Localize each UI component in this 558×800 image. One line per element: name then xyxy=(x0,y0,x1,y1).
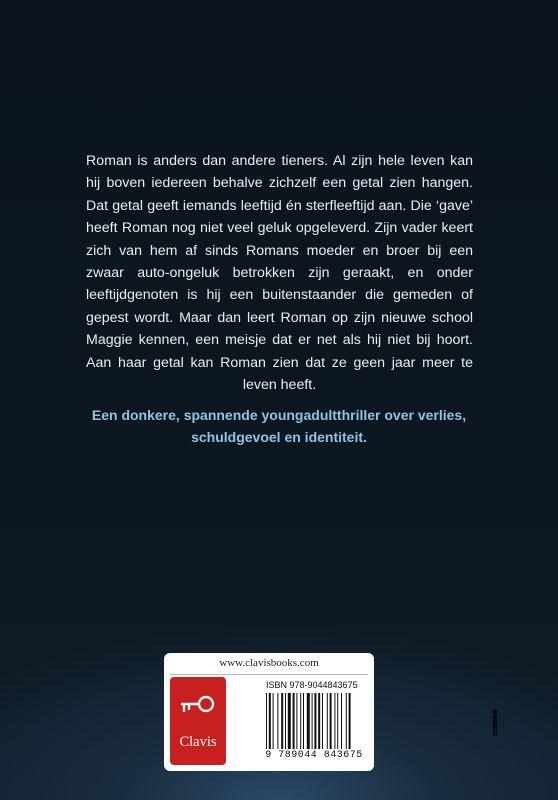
publisher-logo xyxy=(170,677,226,765)
barcode xyxy=(264,693,364,749)
tagline: Een donkere, spannende youngadultthriller over verlies, schuldgevoel en identiteit. xyxy=(91,407,467,445)
blurb-text: Roman is anders dan andere tieners. Al zijn hele leven kan hij boven iedereen behalve zichzelf een getal zien hangen. Dat getal geeft iemands leeftijd én sterfleeftijd aan. Die ‘gave’ heeft Roman nog niet veel geluk opgeleverd. Zijn vader keert zich van hem af sinds Romans moeder en broer bij een zwaar auto-ongeluk betrokken zijn geraakt, en onder leeftijdgenoten is hij een buitenstaander die gemeden of gepest wordt. Maar dan leert Roman op zijn nieuwe school Maggie kennen, een meisje dat er net als hij niet bij hoort. Aan haar getal kan Roman zien dat ze geen jaar meer te leven heeft. xyxy=(86,153,473,394)
barcode-number: 9 789044 843675 xyxy=(265,750,363,761)
silhouette-figure xyxy=(490,708,500,736)
isbn-label: ISBN 978-9044843675 xyxy=(266,680,358,690)
website-url[interactable]: www.clavisbooks.com xyxy=(219,657,319,669)
divider xyxy=(170,674,368,675)
publisher-panel xyxy=(164,653,374,771)
key-icon xyxy=(179,693,217,719)
publisher-name: Clavis xyxy=(179,734,217,750)
